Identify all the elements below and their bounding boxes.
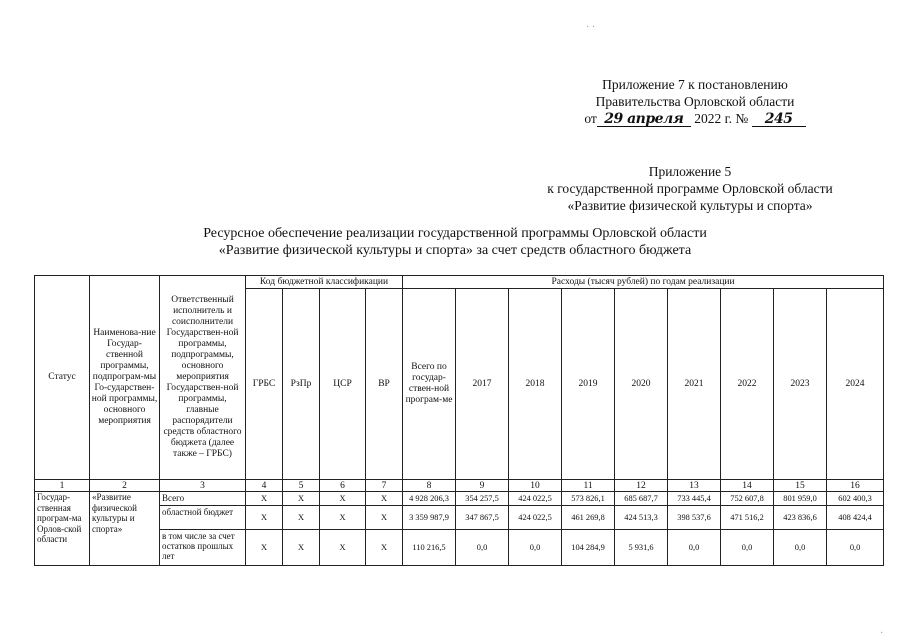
table-row — [35, 530, 884, 566]
header-year: 2019 — [562, 289, 615, 480]
value-cell: 347 867,5 — [456, 506, 509, 530]
header-name: Наименова-ние Государ-ственной программы, подпрограм-мы Го-сударствен-ной программы, основного мероприятия — [90, 276, 160, 480]
title-line2: «Развитие физической культуры и спорта» за счет средств областного бюджета — [218, 243, 692, 258]
code-cell: X — [320, 506, 366, 530]
resource-table — [34, 275, 884, 566]
column-number: 16 — [827, 480, 884, 492]
code-cell: X — [366, 506, 403, 530]
value-cell: 0,0 — [509, 530, 562, 566]
value-cell: 424 022,5 — [509, 506, 562, 530]
header-responsible: Ответственный исполнитель и соисполнители Государствен-ной программы, подпрограммы, основного мероприятия Государствен-ной программы, главные распорядители средств областного бюджета (далее также – ГРБС) — [160, 276, 246, 480]
column-number: 12 — [615, 480, 668, 492]
handwritten-date: 29 апреля — [597, 112, 691, 127]
title-line1: Ресурсное обеспечение реализации государственной программы Орловской области — [203, 226, 707, 241]
value-cell: 0,0 — [668, 530, 721, 566]
header-year: 2021 — [668, 289, 721, 480]
program-name-cell: «Развитие физической культуры и спорта» — [90, 492, 160, 566]
code-cell: X — [320, 492, 366, 506]
value-cell: 424 022,5 — [509, 492, 562, 506]
header-grbs: ГРБС — [246, 289, 283, 480]
column-number: 11 — [562, 480, 615, 492]
column-number: 7 — [366, 480, 403, 492]
code-cell: X — [246, 492, 283, 506]
column-number: 1 — [35, 480, 90, 492]
header-year: 2020 — [615, 289, 668, 480]
appendix-5-line1: Приложение 5 — [648, 164, 732, 179]
value-cell: 423 836,6 — [774, 506, 827, 530]
handwritten-number: 245 — [752, 112, 806, 127]
code-cell: X — [283, 530, 320, 566]
value-cell: 685 687,7 — [615, 492, 668, 506]
column-number: 8 — [403, 480, 456, 492]
column-number: 9 — [456, 480, 509, 492]
column-number: 4 — [246, 480, 283, 492]
column-number: 6 — [320, 480, 366, 492]
value-cell: 110 216,5 — [403, 530, 456, 566]
code-cell: X — [366, 530, 403, 566]
appendix-7-from: от — [584, 111, 597, 126]
value-cell: 752 607,8 — [721, 492, 774, 506]
row-label: Всего — [160, 492, 246, 506]
code-cell: X — [283, 506, 320, 530]
header-csr: ЦСР — [320, 289, 366, 480]
value-cell: 0,0 — [721, 530, 774, 566]
appendix-7-line1: Приложение 7 к постановлению — [602, 77, 788, 92]
appendix-7-date-line — [560, 110, 830, 127]
code-cell: X — [246, 506, 283, 530]
header-year: 2023 — [774, 289, 827, 480]
status-cell: Государ-ственная програм-ма Орлов-ской области — [35, 492, 90, 566]
value-cell: 733 445,4 — [668, 492, 721, 506]
column-number: 5 — [283, 480, 320, 492]
value-cell: 424 513,3 — [615, 506, 668, 530]
header-total: Всего по государ-ствен-ной програм-ме — [403, 289, 456, 480]
value-cell: 801 959,0 — [774, 492, 827, 506]
value-cell: 602 400,3 — [827, 492, 884, 506]
value-cell: 3 359 987,9 — [403, 506, 456, 530]
column-number: 14 — [721, 480, 774, 492]
header-year: 2022 — [721, 289, 774, 480]
column-number-row — [35, 480, 884, 492]
column-number: 13 — [668, 480, 721, 492]
column-number: 15 — [774, 480, 827, 492]
value-cell: 408 424,4 — [827, 506, 884, 530]
value-cell: 4 928 206,3 — [403, 492, 456, 506]
value-cell: 104 284,9 — [562, 530, 615, 566]
value-cell: 5 931,6 — [615, 530, 668, 566]
value-cell: 471 516,2 — [721, 506, 774, 530]
value-cell: 354 257,5 — [456, 492, 509, 506]
document-title — [150, 225, 760, 259]
table-row — [35, 492, 884, 506]
value-cell: 0,0 — [456, 530, 509, 566]
header-rzpr: РзПр — [283, 289, 320, 480]
appendix-7-header — [560, 76, 830, 127]
header-code-group: Код бюджетной классификации — [246, 276, 403, 289]
scan-speck: · — [880, 628, 884, 639]
value-cell: 0,0 — [827, 530, 884, 566]
scan-speck: · · — [586, 22, 596, 33]
appendix-7-year: 2022 г. № — [694, 111, 749, 126]
code-cell: X — [283, 492, 320, 506]
value-cell: 573 826,1 — [562, 492, 615, 506]
code-cell: X — [246, 530, 283, 566]
value-cell: 0,0 — [774, 530, 827, 566]
value-cell: 398 537,6 — [668, 506, 721, 530]
appendix-5-line3: «Развитие физической культуры и спорта» — [567, 198, 813, 213]
table-row — [35, 506, 884, 530]
column-number: 2 — [90, 480, 160, 492]
header-status: Статус — [35, 276, 90, 480]
row-label: областной бюджет — [160, 506, 246, 530]
value-cell: 461 269,8 — [562, 506, 615, 530]
header-expenses-group: Расходы (тысяч рублей) по годам реализации — [403, 276, 884, 289]
header-year: 2017 — [456, 289, 509, 480]
header-vr: ВР — [366, 289, 403, 480]
row-label: в том числе за счет остатков прошлых лет — [160, 530, 246, 566]
column-number: 10 — [509, 480, 562, 492]
code-cell: X — [366, 492, 403, 506]
appendix-7-line2: Правительства Орловской области — [595, 94, 795, 109]
header-year: 2024 — [827, 289, 884, 480]
appendix-5-line2: к государственной программе Орловской области — [547, 181, 833, 196]
column-number: 3 — [160, 480, 246, 492]
header-row-1 — [35, 276, 884, 289]
code-cell: X — [320, 530, 366, 566]
appendix-5-header — [500, 163, 880, 214]
header-year: 2018 — [509, 289, 562, 480]
